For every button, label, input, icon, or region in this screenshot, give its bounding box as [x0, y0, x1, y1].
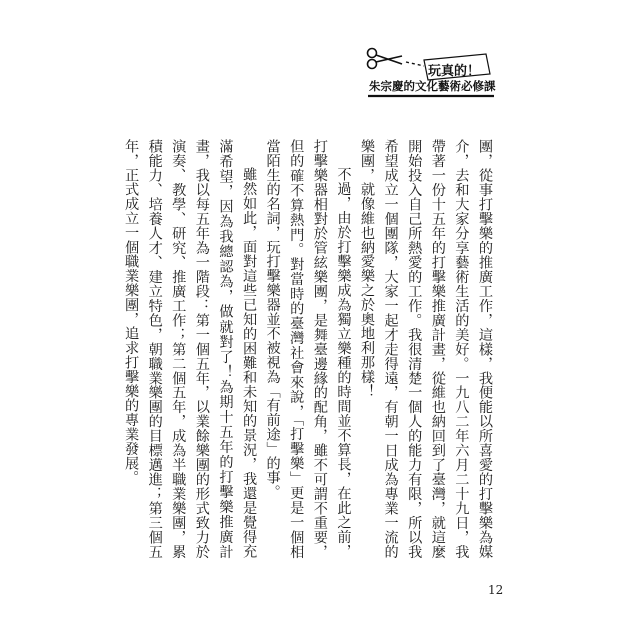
paragraph-2: 不過，由於打擊樂成為獨立樂種的時間並不算長，在此之前，打擊樂器相對於管絃樂團，是舞臺邊緣的配角，雖不可謂不重要，但的確不算熱門。對當時的臺灣社會來說，「打擊樂」更是一個相當陌生的名詞，玩打擊樂器並不被視為「有前途」的事。: [264, 139, 352, 559]
chapter-title: 玩真的！: [428, 64, 481, 79]
body-text: [119, 139, 497, 559]
paragraph-3: 雖然如此，面對這些已知的困難和未知的景況，我還是覺得充滿希望，因為我總認為，做就對了！為期十五年的打擊樂推廣計畫，我以每五年為一階段：第一個五年，以業餘樂團的形式致力於演奏、教學、研究、推廣工作；第二個五年，成為半職業樂團，累積能力、培養人才、建立特色，朝職業樂團的目標邁進；第三個五年，正式成立一個職業樂團，追求打擊樂的專業發展。: [123, 139, 258, 559]
chapter-header: [362, 44, 522, 104]
paragraph-1: 團，從事打擊樂的推廣工作，這樣，我便能以所喜愛的打擊樂為媒介，去和大家分享藝術生活的美好。一九八二年六月二十九日，我帶著一份十五年的打擊樂推廣計畫，從維也納回到了臺灣，就這麼開始投入自己所熱愛的工作。我很清楚一個人的能力有限，所以我希望成立一個團隊，大家一起才走得遠，有朝一日成為專業一流的樂團，就像維也納愛樂之於奧地利那樣！: [359, 139, 493, 559]
chapter-subtitle: 朱宗慶的文化藝術必修課: [369, 79, 496, 93]
page-number: 12: [488, 583, 504, 597]
